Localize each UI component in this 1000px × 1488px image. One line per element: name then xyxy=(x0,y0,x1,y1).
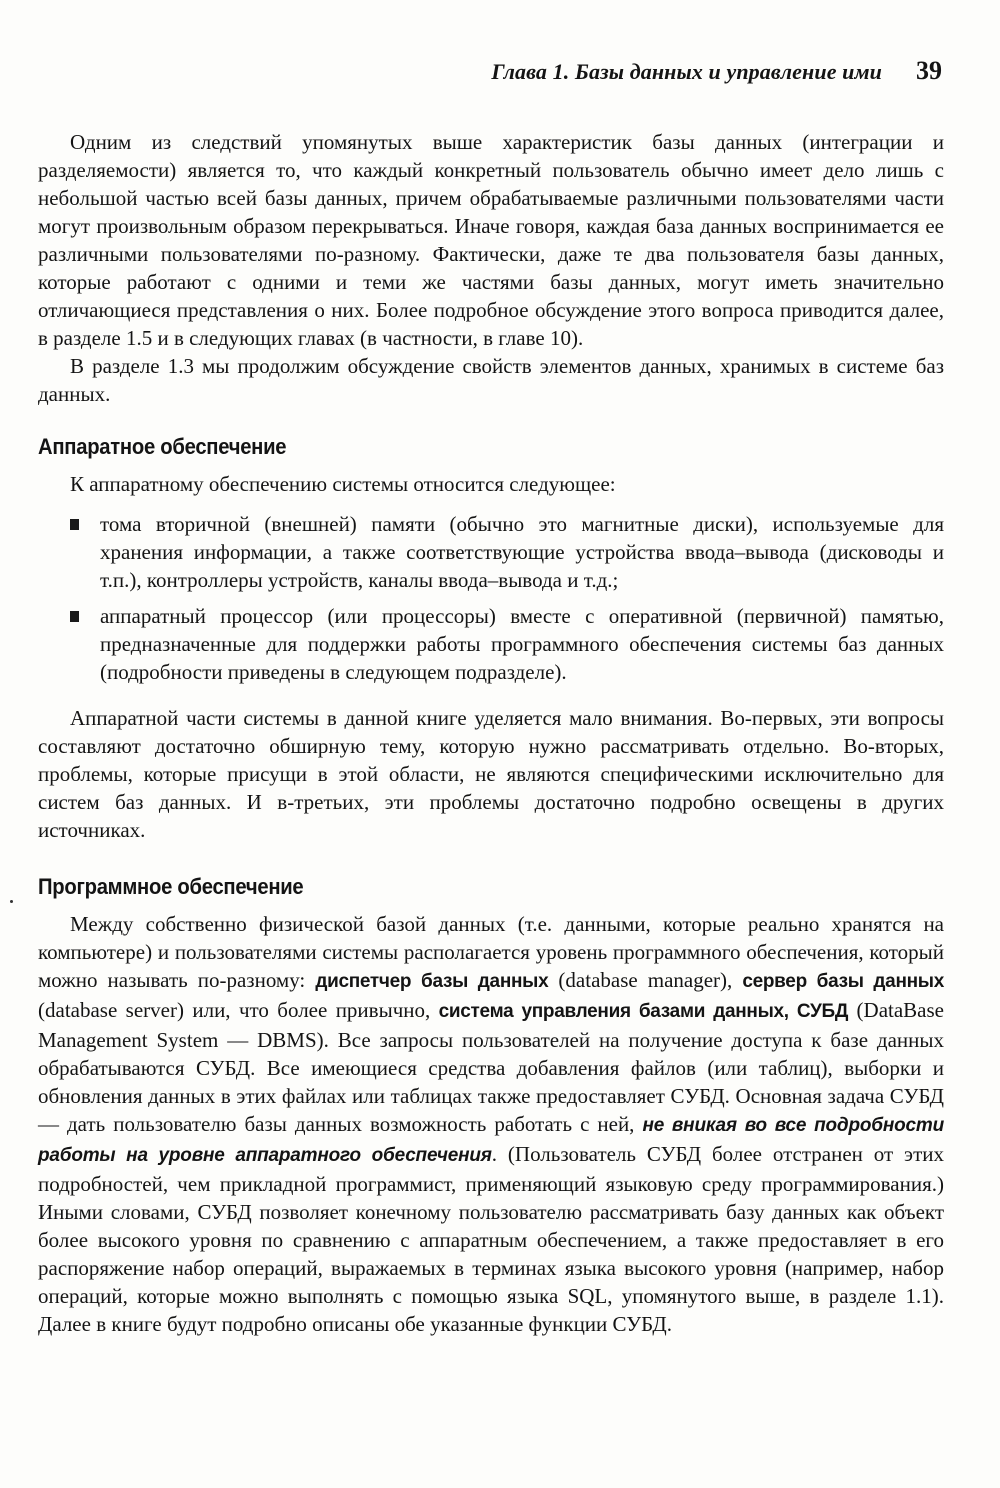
text-run: Между собственно физической базой данных (т.е. данными, которые реально хранятся на компьютере) и пользователями системы располагается уровень программного обеспечения, который можно называть по-разному: xyxy=(38,912,944,992)
text-run: . (Пользователь СУБД более отстранен от этих подробностей, чем прикладной программист, применяющий языковую среду программирования.) Иными словами, СУБД позволяет конечному пользователю рассматривать базу данных как объект более высокого уровня по сравнению с аппаратным обеспечением, а также предоставляет в его распоряжение набор операций, выражаемых в терминах языка высокого уровня (например, набор операций, которые можно выполнять с помощью языка SQL, упомянутого выше, в разделе 1.1). Далее в книге будут подробно описаны обе указанные функции СУБД. xyxy=(38,1142,944,1336)
scan-speck xyxy=(10,900,13,903)
text-run: (database manager), xyxy=(548,968,743,992)
paragraph: Одним из следствий упомянутых выше характеристик базы данных (интеграции и разделяемости) является то, что каждый конкретный пользователь обычно имеет дело лишь с небольшой частью всей базы данных, причем обрабатываемые различными пользователями части могут произвольным образом перекрываться. Иначе говоря, каждая база данных воспринимается ее различными пользователями по-разному. Фактически, даже те два пользователя базы данных, которые работают с одними и теми же частями базы данных, могут иметь значительно отличающиеся представления о них. Более подробное обсуждение этого вопроса приводится далее, в разделе 1.5 и в следующих главах (в частности, в главе 10). xyxy=(38,130,944,350)
chapter-title: Глава 1. Базы данных и управление ими xyxy=(491,59,882,84)
text-run: (DataBase Management System — DBMS). Все запросы пользователей на получение доступа к базе данных обрабатываются СУБД. Все имеющиеся средства добавления файлов (или таблиц), выборки и обновления данных в этих файлах или таблицах также предоставляет СУБД. Основная задача СУБД — дать пользователю базы данных возможность работать с ней, xyxy=(38,998,944,1136)
paragraph: В разделе 1.3 мы продолжим обсуждение свойств элементов данных, хранимых в системе баз данных. xyxy=(38,354,944,406)
section-heading-hardware: Аппаратное обеспечение xyxy=(38,434,287,459)
bullet-list xyxy=(38,510,944,686)
paragraph: К аппаратному обеспечению системы относится следующее: xyxy=(70,472,616,496)
emphasis-text: не вникая во все подробности работы на уровне аппаратного обеспечения xyxy=(38,1115,944,1166)
running-head xyxy=(491,56,942,86)
list-item xyxy=(38,510,944,594)
square-bullet-icon xyxy=(70,519,79,530)
list-item-text: тома вторичной (внешней) памяти (обычно это магнитные диски), используемые для хранения информации, а также соответствующие устройства ввода–вывода (дисководы и т.п.), контроллеры устройств, каналы ввода–вывода и т.д.; xyxy=(100,512,944,592)
square-bullet-icon xyxy=(70,611,79,622)
list-item xyxy=(38,602,944,686)
term-dbms: система управления базами данных, СУБД xyxy=(438,1001,849,1022)
paragraph-dbms xyxy=(38,910,944,1338)
page-body xyxy=(38,128,944,1338)
text-run: (database server) или, что более привычно, xyxy=(38,998,439,1022)
section-heading-software: Программное обеспечение xyxy=(38,874,304,899)
term-database-manager: диспетчер базы данных xyxy=(315,971,549,992)
term-database-server: сервер базы данных xyxy=(742,971,944,992)
page-number: 39 xyxy=(916,56,942,85)
paragraph: Аппаратной части системы в данной книге уделяется мало внимания. Во-первых, эти вопросы составляют достаточно обширную тему, которую нужно рассматривать отдельно. Во-вторых, проблемы, которые присущи в этой области, не являются специфическими исключительно для систем баз данных. И в-третьих, эти проблемы достаточно подробно освещены в других источниках. xyxy=(38,706,944,842)
list-item-text: аппаратный процессор (или процессоры) вместе с оперативной (первичной) памятью, предназначенные для поддержки работы программного обеспечения системы баз данных (подробности приведены в следующем подразделе). xyxy=(100,604,944,684)
